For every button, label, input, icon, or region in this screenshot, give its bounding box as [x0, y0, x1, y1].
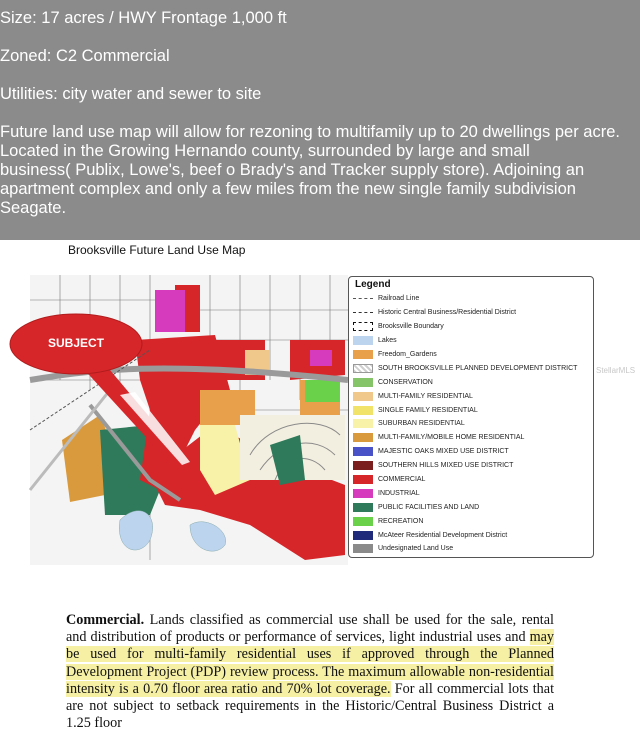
legend-label: SOUTH BROOKSVILLE PLANNED DEVELOPMENT DISTRICT	[378, 364, 578, 372]
legend-item	[353, 500, 589, 514]
legend-item	[353, 348, 589, 362]
legend-swatch	[353, 312, 373, 313]
legend-label: SUBURBAN RESIDENTIAL	[378, 420, 465, 428]
legend-swatch	[353, 406, 373, 415]
legend-item	[353, 306, 589, 320]
future-land-use-map	[0, 240, 640, 570]
legend-label: MAJESTIC OAKS MIXED USE DISTRICT	[378, 448, 509, 456]
legend-label: Railroad Line	[378, 295, 420, 303]
excerpt-text: For all commercial lots that are not subject to setback requirements in the Historic/Central Business District a 1.25 floor	[66, 680, 555, 732]
legend-item	[353, 403, 589, 417]
legend-swatch	[353, 350, 373, 359]
legend-item	[353, 445, 589, 459]
subject-label: SUBJECT	[47, 336, 104, 350]
legend-label: CONSERVATION	[378, 378, 433, 386]
legend-label: Brooksville Boundary	[378, 323, 444, 331]
legend-item	[353, 389, 589, 403]
legend-swatch	[353, 322, 373, 331]
legend-swatch	[353, 517, 373, 526]
listing-description-panel	[0, 0, 640, 240]
legend-swatch	[353, 503, 373, 512]
legend-label: MULTI-FAMILY/MOBILE HOME RESIDENTIAL	[378, 434, 525, 442]
legend-swatch	[353, 378, 373, 387]
legend-item	[353, 334, 589, 348]
legend-swatch	[353, 364, 373, 373]
legend-label: Undesignated Land Use	[378, 545, 454, 553]
legend-item	[353, 320, 589, 334]
description-line: Future land use map will allow for rezoning to multifamily up to 20 dwellings per acre.	[0, 123, 620, 141]
map-title: Brooksville Future Land Use Map	[68, 243, 246, 257]
legend-label: Lakes	[378, 337, 397, 345]
watermark: StellarMLS	[596, 366, 636, 375]
excerpt-highlight: may be used for multi-family residential uses if approved through the Planned Development Project (PDP) review process. The maximum allowable non-residential intensity is a 0.70 floor area ratio and 70% lot coverage.	[66, 629, 554, 697]
legend-label: RECREATION	[378, 517, 424, 525]
description-line: business( Publix, Lowe's, beef o Brady's and Tracker supply store). Adjoining an	[0, 161, 585, 179]
legend-swatch	[353, 447, 373, 456]
legend-label: Freedom_Gardens	[378, 351, 437, 358]
legend-swatch	[353, 433, 373, 442]
legend-item	[353, 486, 589, 500]
size-line: Size: 17 acres / HWY Frontage 1,000 ft	[0, 9, 287, 27]
legend-label: SINGLE FAMILY RESIDENTIAL	[378, 406, 478, 414]
legend-swatch	[353, 336, 373, 345]
legend-swatch	[353, 531, 373, 540]
legend-item	[353, 542, 589, 556]
map-legend	[348, 276, 594, 558]
legend-item	[353, 417, 589, 431]
legend-swatch	[353, 475, 373, 484]
legend-item	[353, 514, 589, 528]
legend-label: COMMERCIAL	[378, 476, 426, 484]
legend-label: PUBLIC FACILITIES AND LAND	[378, 503, 480, 511]
zoning-line: Zoned: C2 Commercial	[0, 47, 170, 65]
description-line: Located in the Growing Hernando county, surrounded by large and small	[0, 142, 530, 160]
legend-label: Historic Central Business/Residential District	[378, 309, 517, 317]
legend-swatch	[353, 489, 373, 498]
excerpt-lead: Commercial.	[66, 612, 145, 628]
legend-swatch	[353, 544, 373, 553]
legend-item	[353, 473, 589, 487]
legend-item	[353, 528, 589, 542]
legend-swatch	[353, 461, 373, 470]
legend-label: McAteer Residential Development District	[378, 531, 508, 539]
legend-item	[353, 431, 589, 445]
legend-item	[353, 292, 589, 306]
legend-label: SOUTHERN HILLS MIXED USE DISTRICT	[378, 462, 514, 470]
map-graphic	[0, 240, 348, 570]
legend-item	[353, 375, 589, 389]
legend-label: MULTI-FAMILY RESIDENTIAL	[378, 392, 473, 400]
legend-swatch	[353, 298, 373, 299]
description-line: Seagate.	[0, 199, 67, 217]
legend-item	[353, 459, 589, 473]
excerpt-text: Lands classified as commercial use shall be used for the sale, rental and distribution of products or performance of services, light industrial uses and	[66, 612, 554, 646]
legend-label: INDUSTRIAL	[378, 489, 420, 497]
description-line: apartment complex and only a few miles from the new single family subdivision	[0, 180, 576, 198]
legend-item	[353, 361, 589, 375]
legend-title: Legend	[355, 279, 391, 290]
legend-swatch	[353, 392, 373, 401]
commercial-definition-excerpt	[66, 612, 554, 732]
legend-swatch	[353, 419, 373, 428]
utilities-line: Utilities: city water and sewer to site	[0, 85, 262, 103]
